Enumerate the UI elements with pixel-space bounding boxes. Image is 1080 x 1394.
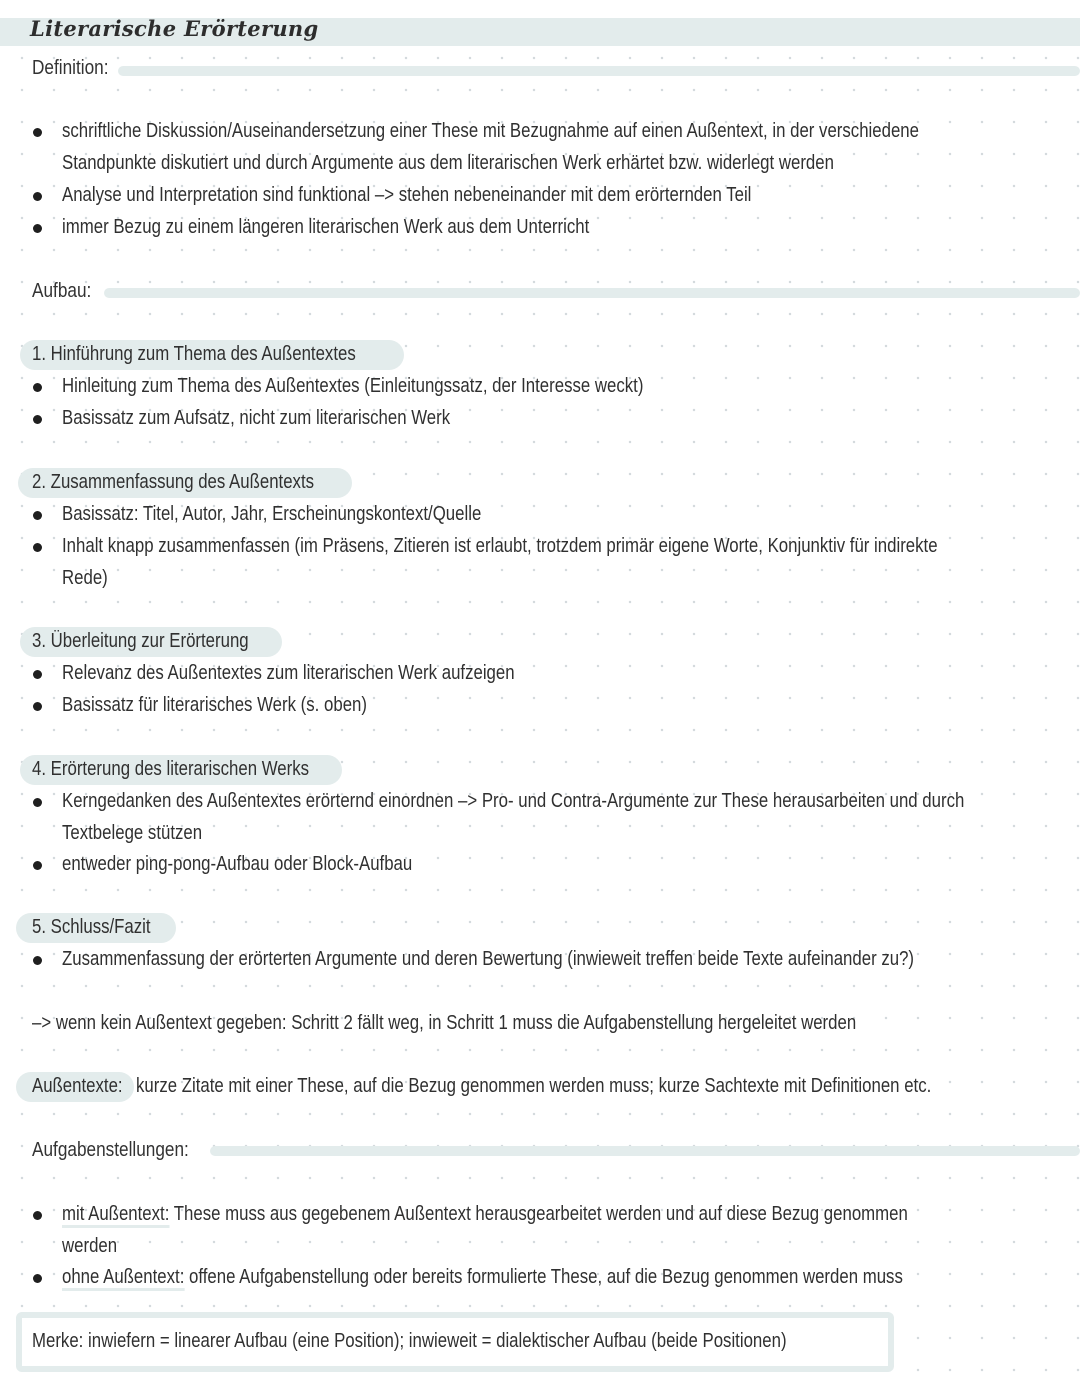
bullet <box>33 670 42 679</box>
aufgaben-item-1-text: These muss aus gegebenem Außentext herausgearbeitet werden und auf diese Bezug genommen <box>173 1203 908 1225</box>
aufgaben-item-1-line-1 <box>62 1203 908 1226</box>
bullet <box>33 956 42 965</box>
step-1-item-1: Hinleitung zum Thema des Außentextes (Einleitungssatz, der Interesse weckt) <box>62 375 644 397</box>
step-5-item-1: Zusammenfassung der erörterten Argumente und deren Bewertung (inwieweit treffen beide Texte aufeinander zu?) <box>62 948 915 970</box>
bullet <box>33 702 42 711</box>
step-1-heading: 1. Hinführung zum Thema des Außentextes <box>32 343 356 365</box>
definition-label: Definition: <box>32 57 109 79</box>
step-2-item-2-line-1: Inhalt knapp zusammenfassen (im Präsens, Zitieren ist erlaubt, trotzdem primär eigene Worte, Konjunktiv für indirekte <box>62 535 938 557</box>
step-3-item-2: Basissatz für literarisches Werk (s. oben) <box>62 694 367 716</box>
step-1-item-2: Basissatz zum Aufsatz, nicht zum literarischen Werk <box>62 407 451 429</box>
bullet <box>33 224 42 233</box>
step-2-item-1: Basissatz: Titel, Autor, Jahr, Erscheinungskontext/Quelle <box>62 503 482 525</box>
bullet <box>33 128 42 137</box>
bullet <box>33 511 42 520</box>
step-5-heading: 5. Schluss/Fazit <box>32 916 151 938</box>
step-2-heading: 2. Zusammenfassung des Außentexts <box>32 471 315 493</box>
step-3-heading: 3. Überleitung zur Erörterung <box>32 630 249 652</box>
definition-item-3: immer Bezug zu einem längeren literarischen Werk aus dem Unterricht <box>62 216 590 238</box>
aufgaben-item-1-prefix: mit Außentext: <box>62 1203 169 1228</box>
bullet <box>33 543 42 552</box>
step-2-item-2-line-2: Rede) <box>62 567 108 589</box>
definition-item-1-line-2: Standpunkte diskutiert und durch Argumente aus dem literarischen Werk erhärtet bzw. widerlegt werden <box>62 152 834 174</box>
step-4-item-2: entweder ping-pong-Aufbau oder Block-Aufbau <box>62 853 413 875</box>
aufbau-underline <box>104 288 1080 298</box>
aufgaben-item-2-line-1 <box>62 1266 903 1289</box>
aussentexte-text: kurze Zitate mit einer These, auf die Bezug genommen werden muss; kurze Sachtexte mit Definitionen etc. <box>136 1075 932 1097</box>
bullet <box>33 415 42 424</box>
note-no-aussentext: –> wenn kein Außentext gegeben: Schritt 2 fällt weg, in Schritt 1 muss die Aufgabenstellung hergeleitet werden <box>32 1012 857 1034</box>
bullet <box>33 383 42 392</box>
aussentexte-label: Außentexte: <box>32 1075 123 1097</box>
step-3-item-1: Relevanz des Außentextes zum literarischen Werk aufzeigen <box>62 662 515 684</box>
aufgaben-item-2-text: offene Aufgabenstellung oder bereits formulierte These, auf die Bezug genommen werden muss <box>189 1266 903 1288</box>
bullet <box>33 192 42 201</box>
definition-item-2: Analyse und Interpretation sind funktional –> stehen nebeneinander mit dem erörternden Teil <box>62 184 752 206</box>
definition-item-1-line-1: schriftliche Diskussion/Auseinandersetzung einer These mit Bezugnahme auf einen Außentext, in der verschiedene <box>62 120 919 142</box>
merke-text: Merke: inwiefern = linearer Aufbau (eine Position); inwieweit = dialektischer Aufbau (beide Positionen) <box>32 1330 787 1352</box>
step-4-item-1-line-2: Textbelege stützen <box>62 822 203 844</box>
bullet <box>33 1274 42 1283</box>
aufgaben-label: Aufgabenstellungen: <box>32 1139 189 1161</box>
bullet <box>33 1211 42 1220</box>
step-4-heading: 4. Erörterung des literarischen Werks <box>32 758 310 780</box>
aufbau-label: Aufbau: <box>32 280 92 302</box>
aufgaben-item-1-line-2: werden <box>62 1235 118 1257</box>
aufgaben-underline <box>210 1146 1080 1156</box>
aufgaben-item-2-prefix: ohne Außentext: <box>62 1266 184 1291</box>
page-title: Literarische Erörterung <box>30 16 319 41</box>
bullet <box>33 798 42 807</box>
step-4-item-1-line-1: Kerngedanken des Außentextes erörternd einordnen –> Pro- und Contra-Argumente zur These herausarbeiten und durch <box>62 790 965 812</box>
definition-underline <box>118 66 1080 76</box>
bullet <box>33 861 42 870</box>
